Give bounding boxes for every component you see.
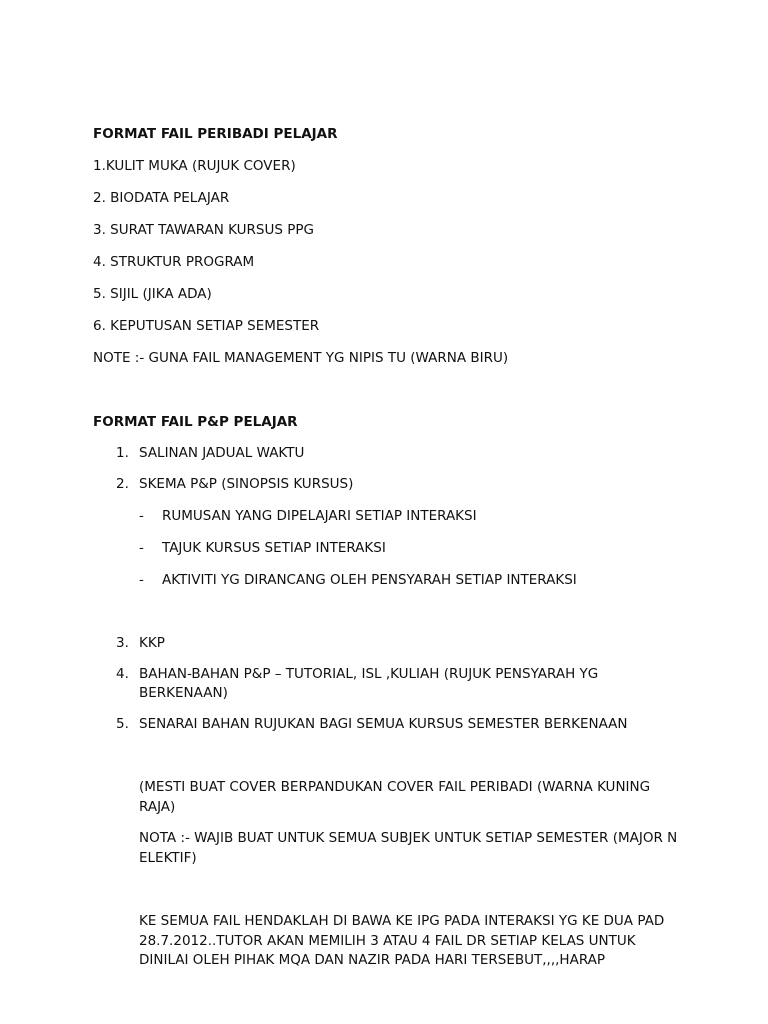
list-item [93,665,619,703]
cover-note: (MESTI BUAT COVER BERPANDUKAN COVER FAIL PERIBADI (WARNA KUNING RAJA) [139,779,651,815]
list-item-text: BAHAN-BAHAN P&P – TUTORIAL, ISL ,KULIAH (RUJUK PENSYARAH YG BERKENAAN) [139,666,599,701]
list-item [93,715,693,734]
sub-list-item-text: TAJUK KURSUS SETIAP INTERAKSI [162,540,386,556]
list-item: 4. STRUKTUR PROGRAM [93,254,255,270]
list-item: 6. KEPUTUSAN SETIAP SEMESTER [93,318,320,334]
list-item [93,634,693,653]
dash-bullet: - [139,540,144,556]
list-number: 2. [116,476,129,492]
list-number: 1. [116,445,129,461]
list-item-text: SENARAI BAHAN RUJUKAN BAGI SEMUA KURSUS SEMESTER BERKENAAN [139,716,628,732]
closing-paragraph: KE SEMUA FAIL HENDAKLAH DI BAWA KE IPG PADA INTERAKSI YG KE DUA PAD 28.7.2012..TUTOR AKAN MEMILIH 3 ATAU 4 FAIL DR SETIAP KELAS UNTUK DINILAI OLEH PIHAK MQA DAN NAZIR PADA HARI TERSEBUT,,,,HARAP [139,913,665,968]
list-item: 5. SIJIL (JIKA ADA) [93,286,212,302]
list-number: 5. [116,716,129,732]
list-number: 4. [116,666,129,682]
sub-list-item [93,506,693,526]
list-number: 3. [116,635,129,651]
sub-list-item-text: RUMUSAN YANG DIPELAJARI SETIAP INTERAKSI [162,508,477,524]
numbered-list [93,444,693,494]
dash-bullet: - [139,508,144,524]
list-item-text: KKP [139,635,165,651]
list-item-text: SALINAN JADUAL WAKTU [139,445,305,461]
section-title-fail-peribadi: FORMAT FAIL PERIBADI PELAJAR [93,126,338,142]
sub-list-item-text: AKTIVITI YG DIRANCANG OLEH PENSYARAH SETIAP INTERAKSI [162,572,577,588]
list-item [93,444,693,463]
list-item-text: SKEMA P&P (SINOPSIS KURSUS) [139,476,354,492]
list-item: 3. SURAT TAWARAN KURSUS PPG [93,222,314,238]
dash-bullet: - [139,572,144,588]
list-item [93,475,693,494]
document-page [93,124,693,971]
sub-list-item [93,538,693,558]
nota-text: NOTA :- WAJIB BUAT UNTUK SEMUA SUBJEK UNTUK SETIAP SEMESTER (MAJOR N ELEKTIF) [139,830,678,866]
list-item: 1.KULIT MUKA (RUJUK COVER) [93,158,296,174]
list-item: 2. BIODATA PELAJAR [93,190,230,206]
section-title-fail-pnp: FORMAT FAIL P&P PELAJAR [93,414,298,430]
numbered-list-continued [93,634,693,734]
note-text: NOTE :- GUNA FAIL MANAGEMENT YG NIPIS TU (WARNA BIRU) [93,350,509,366]
sub-list-item [93,570,693,590]
